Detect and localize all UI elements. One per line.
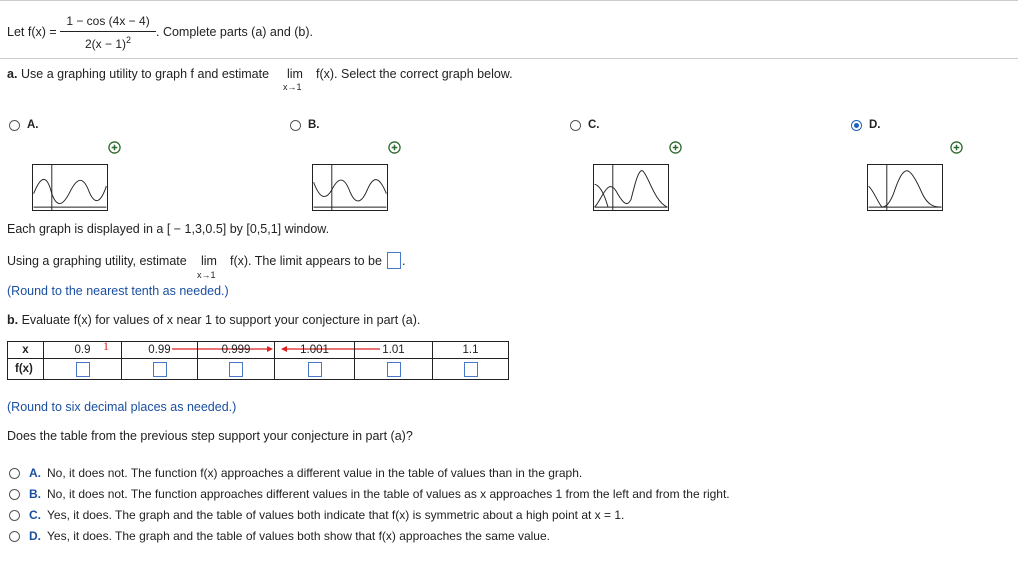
option-a-radio[interactable] [9,120,20,131]
graph-option-b[interactable] [312,164,388,211]
zoom-icon[interactable] [950,141,963,154]
option-a-label: A. [27,119,39,131]
zoom-icon[interactable] [669,141,682,154]
estimate-suffix: f(x). The limit appears to be [230,254,382,268]
fx-input[interactable] [153,362,167,377]
x-value: 0.999 [198,342,275,359]
choice-a-radio[interactable] [9,468,20,479]
part-a-prompt: a. [7,67,18,81]
limit-answer-input[interactable] [387,252,401,269]
lim-label: lim [287,67,303,81]
fx-input[interactable] [464,362,478,377]
choice-a[interactable]: A. No, it does not. The function f(x) approaches a different value in the table of values than in the graph. [29,466,583,480]
header-x: x [8,342,44,359]
choice-b-radio[interactable] [9,489,20,500]
part-b-prompt: b. Evaluate f(x) for values of x near 1 to support your conjecture in part (a). [7,313,421,327]
estimate-lim: lim [201,254,217,268]
denominator: $2(x - 1)^2$ [84,35,132,51]
option-c-label: C. [588,119,600,131]
x-value: 1.1 [433,342,509,359]
period: . [402,254,406,268]
arrow-label: 1 [103,339,109,353]
zoom-icon[interactable] [108,141,121,154]
instruction: . Complete parts (a) and (b). [156,25,314,39]
graph-option-d[interactable] [867,164,943,211]
support-question: Does the table from the previous step support your conjecture in part (a)? [7,429,413,443]
let-label: Let f(x) = [7,25,57,39]
estimate-prefix: Using a graphing utility, estimate [7,254,187,268]
choice-b[interactable]: B. No, it does not. The function approaches different values in the table of values as x approaches 1 from the left and from the right. [29,487,730,501]
round-note-a: (Round to the nearest tenth as needed.) [7,284,229,298]
option-d-label: D. [869,119,881,131]
numerator: 1 − cos (4x − 4) [66,14,150,28]
values-table [7,341,509,380]
x-value: 0.99 [122,342,198,359]
x-value: 0.9 [44,342,122,359]
section-divider [0,58,1018,59]
fraction-bar [60,31,156,32]
round-note-b: (Round to six decimal places as needed.) [7,400,237,414]
header-fx: f(x) [8,359,44,380]
table-row [8,359,509,380]
choice-d[interactable]: D. Yes, it does. The graph and the table of values both show that f(x) approaches the same value. [29,529,550,543]
fx-input[interactable] [308,362,322,377]
estimate-lim-sub: x→1 [197,270,216,280]
option-b-radio[interactable] [290,120,301,131]
graph-option-a[interactable] [32,164,108,211]
choice-d-radio[interactable] [9,531,20,542]
option-d-radio[interactable] [851,120,862,131]
x-value: 1.001 [275,342,355,359]
part-a-prompt-text: Use a graphing utility to graph f and estimate [21,67,270,81]
choice-c[interactable]: C. Yes, it does. The graph and the table of values both indicate that f(x) is symmetric about a high point at x = 1. [29,508,625,522]
top-border [0,0,1018,1]
lim-sub: x→1 [283,82,302,92]
option-b-label: B. [308,119,320,131]
fx-input[interactable] [76,362,90,377]
graph-option-c[interactable] [593,164,669,211]
choice-c-radio[interactable] [9,510,20,521]
x-value: 1.01 [355,342,433,359]
fx-input[interactable] [387,362,401,377]
fx-input[interactable] [229,362,243,377]
zoom-icon[interactable] [388,141,401,154]
lim-fx: f(x). Select the correct graph below. [316,67,513,81]
window-text: Each graph is displayed in a [ − 1,3,0.5] by [0,5,1] window. [7,222,330,236]
table-row [8,342,509,359]
option-c-radio[interactable] [570,120,581,131]
